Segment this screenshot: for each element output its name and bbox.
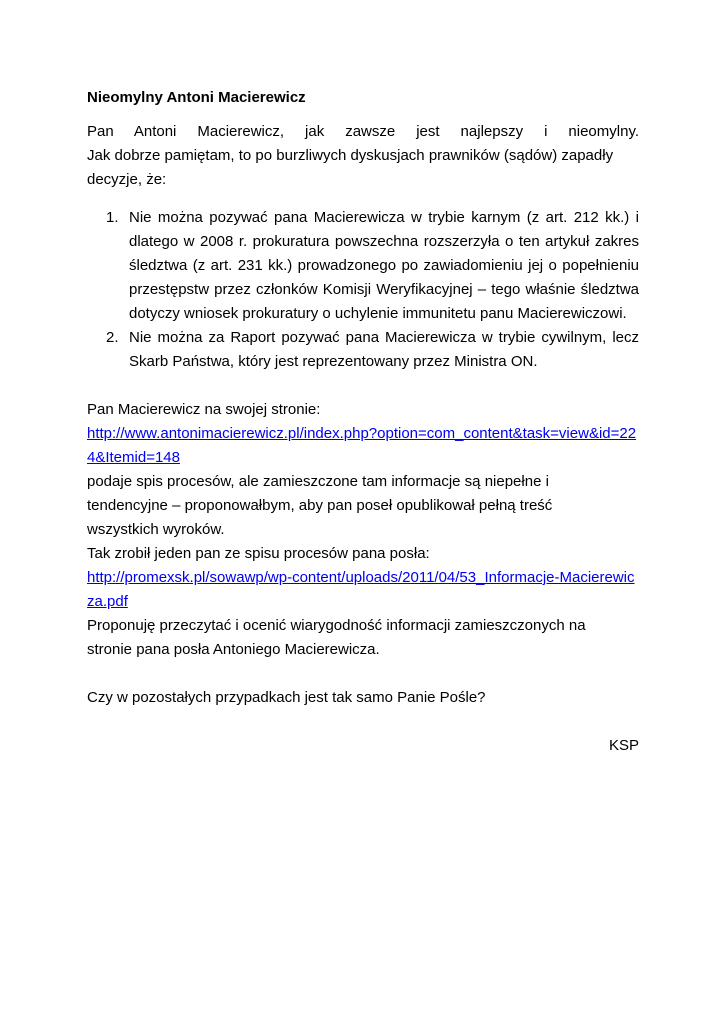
list-item-number: 1. xyxy=(106,209,119,226)
trials-list-text: wszystkich wyroków. xyxy=(87,521,225,538)
intro-line-2: Jak dobrze pamiętam, to po burzliwych dyskusjach prawników (sądów) zapadły decyzje, że: xyxy=(87,147,614,188)
list-item-text: Nie można za Raport pozywać pana Macierewicza w trybie cywilnym, lecz Skarb Państwa, który jest reprezentowany przez Ministra ON. xyxy=(129,329,639,370)
macierewicz-website-link[interactable]: http://www.antonimacierewicz.pl/index.php?option=com_content&task=view&id=224&Itemid=148 xyxy=(87,425,637,466)
section-lead: Pan Macierewicz na swojej stronie: xyxy=(87,401,321,418)
trials-list-text: podaje spis procesów, ale zamieszczone tam informacje są niepełne i xyxy=(87,473,549,490)
decision-list xyxy=(87,206,639,374)
intro-line-1: Pan Antoni Macierewicz, jak zawsze jest najlepszy i nieomylny. xyxy=(87,123,639,140)
signature: KSP xyxy=(608,737,639,754)
list-item xyxy=(87,326,639,374)
proposal-text: Proponuję przeczytać i ocenić wiarygodność informacji zamieszczonych na xyxy=(87,617,586,634)
closing-question: Czy w pozostałych przypadkach jest tak samo Panie Pośle? xyxy=(87,689,486,706)
document-page xyxy=(87,86,639,758)
document-title: Nieomylny Antoni Macierewicz xyxy=(87,89,306,106)
list-item xyxy=(87,206,639,326)
list-item-text: Nie można pozywać pana Macierewicza w trybie karnym (z art. 212 kk.) i dlatego w 2008 r. prokuratura powszechna rozszerzyła o ten artykuł zakres śledztwa (z art. 231 kk.) prowadzonego po zawiadomieniu jej o popełnieniu przestępstw przez członków Komisji Weryfikacyjnej – tego właśnie śledztwa dotyczy wniosek prokuratury o uchylenie immunitetu panu Macierewiczowi. xyxy=(129,209,639,322)
list-item-number: 2. xyxy=(106,329,119,346)
example-lead: Tak zrobił jeden pan ze spisu procesów pana posła: xyxy=(87,545,430,562)
proposal-text: stronie pana posła Antoniego Macierewicza. xyxy=(87,641,380,658)
pdf-document-link[interactable]: http://promexsk.pl/sowawp/wp-content/uploads/2011/04/53_Informacje-Macierewicza.pdf xyxy=(87,569,635,610)
trials-list-text: tendencyjne – proponowałbym, aby pan poseł opublikował pełną treść xyxy=(87,497,553,514)
